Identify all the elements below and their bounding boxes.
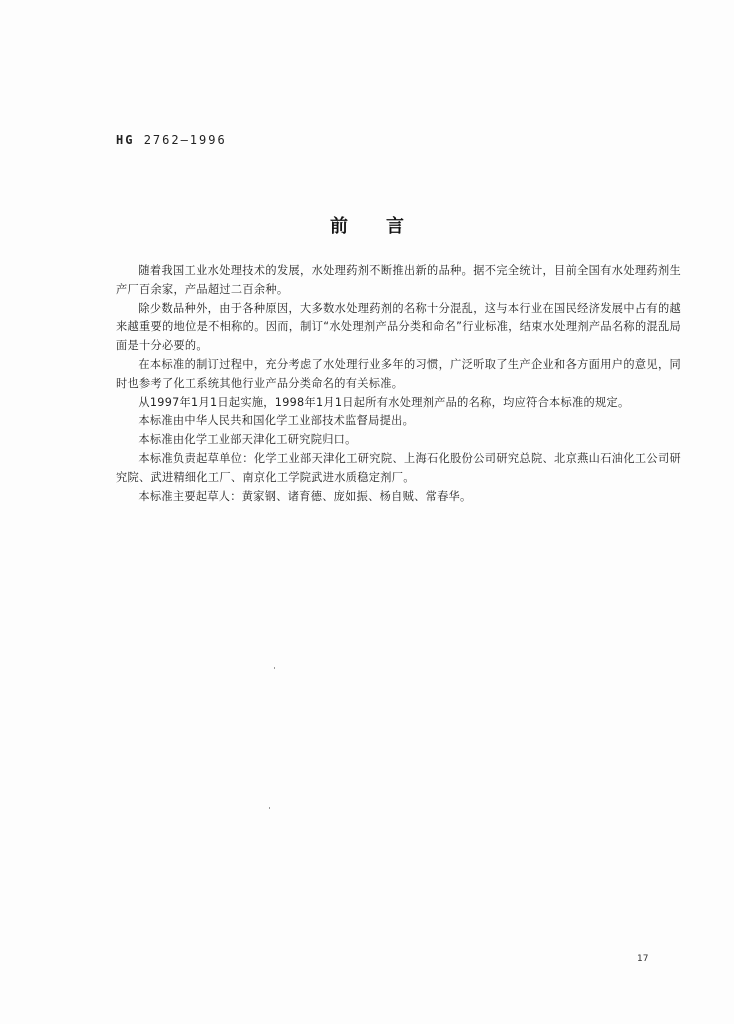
foreword-body — [116, 262, 681, 506]
standard-code-header — [116, 133, 227, 147]
paragraph: 随着我国工业水处理技术的发展，水处理药剂不断推出新的品种。据不完全统计，目前全国有水处理药剂生产厂百余家，产品超过二百余种。 — [116, 264, 681, 296]
page-number: 17 — [637, 954, 649, 964]
paragraph: 除少数品种外，由于各种原因，大多数水处理药剂的名称十分混乱，这与本行业在国民经济发展中占有的越来越重要的地位是不相称的。因而，制订“水处理剂产品分类和命名”行业标准，结束水处理剂产品名称的混乱局面是十分必要的。 — [116, 301, 681, 353]
paragraph: 在本标准的制订过程中，充分考虑了水处理行业多年的习惯，广泛听取了生产企业和各方面用户的意见，同时也参考了化工系统其他行业产品分类命名的有关标准。 — [116, 357, 681, 390]
page-title: 前言 — [330, 216, 442, 237]
paragraph: 本标准由化学工业部天津化工研究院归口。 — [138, 433, 357, 447]
paragraph: 从1997年1月1日起实施，1998年1月1日起所有水处理剂产品的名称，均应符合本标准的规定。 — [138, 395, 630, 409]
scan-speck — [274, 667, 275, 669]
paragraph: 本标准主要起草人：黄家钢、诸育德、庞如振、杨自贼、常春华。 — [138, 489, 472, 503]
paragraph: 本标准由中华人民共和国化学工业部技术监督局提出。 — [138, 414, 415, 428]
standard-code-number: 2762—1996 — [143, 133, 227, 147]
paragraph: 本标准负责起草单位：化学工业部天津化工研究院、上海石化股份公司研究总院、北京燕山石油化工公司研究院、武进精细化工厂、南京化工学院武进水质稳定剂厂。 — [116, 451, 681, 484]
standard-code-prefix: HG — [116, 133, 135, 147]
scan-speck — [269, 807, 270, 809]
